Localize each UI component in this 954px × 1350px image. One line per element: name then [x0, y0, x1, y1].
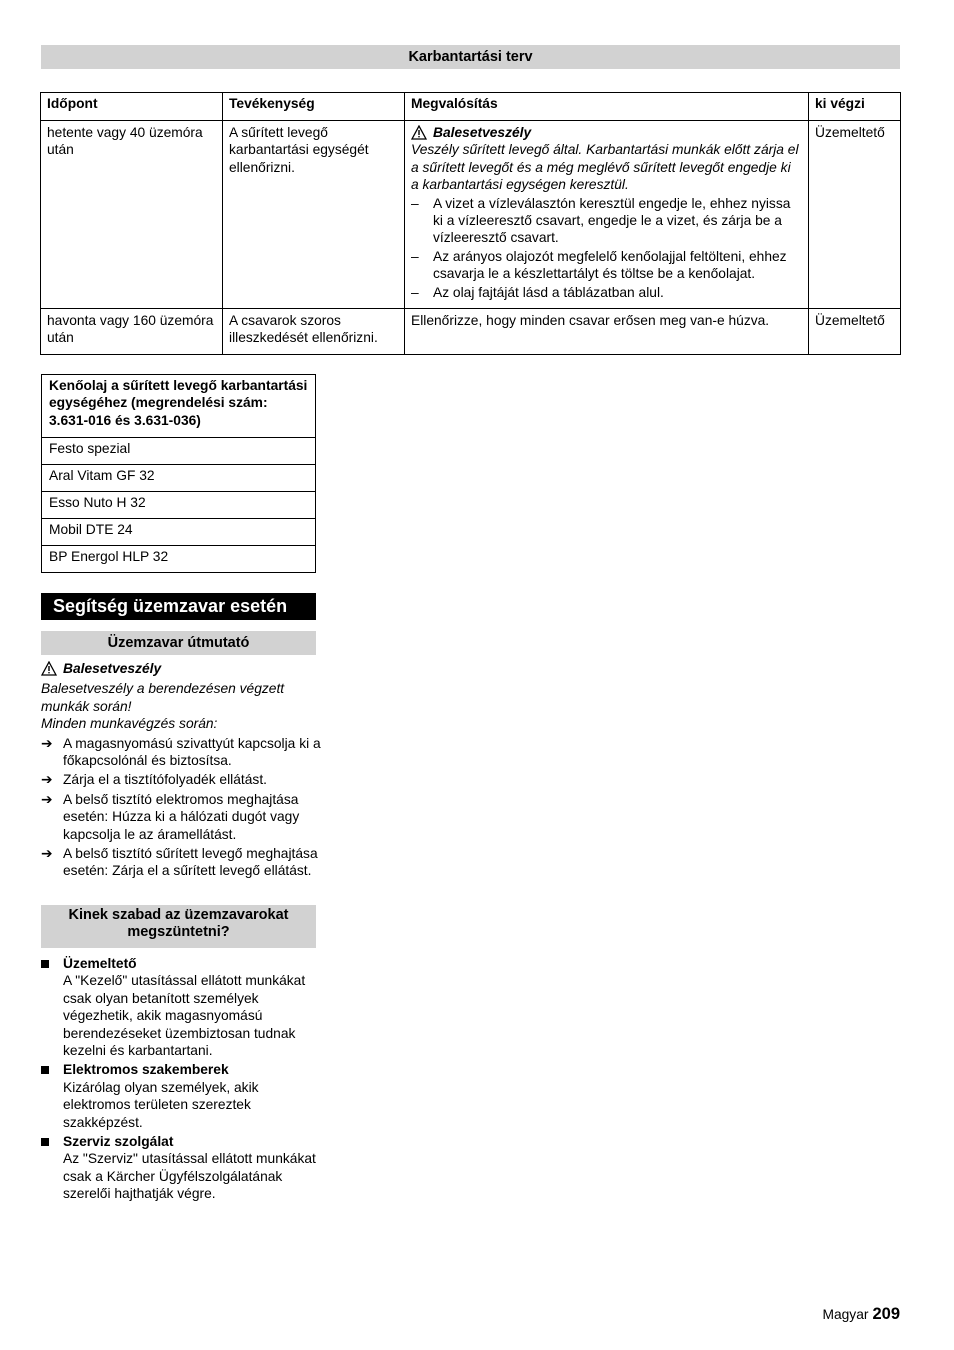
list-item: – Az arányos olajozót megfelelő kenőolajjal feltölteni, ehhez csavarja le a készlettartályt és töltse be a kenőolajat. [411, 248, 802, 283]
lubricant-oil-table [41, 374, 316, 573]
table-row: Esso Nuto H 32 [42, 492, 316, 519]
list-item [41, 771, 321, 788]
list-item [41, 845, 321, 880]
role-text: A "Kezelő" utasítással ellátott munkákat csak olyan betanított személyek végezhetik, akik magasnyomású berendezéseket üzembiztosan tudnak kezelni és karbantartani. [63, 973, 306, 1059]
list-item [41, 1061, 321, 1131]
warning-triangle-icon [41, 661, 57, 676]
table-row: BP Energol HLP 32 [42, 546, 316, 573]
role-title: Elektromos szakemberek [63, 1062, 229, 1078]
list-item-text: A belső tisztító sűrített levegő meghajtása esetén: Zárja el a sűrített levegő ellátást. [63, 846, 318, 879]
row2-who: Üzemeltető [809, 309, 901, 355]
square-bullet-icon [41, 1066, 49, 1074]
role-title: Üzemeltető [63, 956, 137, 971]
table-header-row [41, 93, 901, 121]
role-text: Az "Szerviz" utasítással ellátott munkákat csak a Kärcher Ügyfélszolgálatának szerelői hajthatják végre. [63, 1151, 316, 1202]
warning-heading [41, 660, 321, 677]
row2-activity: A csavarok szoros illeszkedését ellenőrizni. [223, 309, 405, 355]
page-footer [822, 1306, 900, 1323]
row1-activity: A sűrített levegő karbantartási egységét ellenőrizni. [223, 121, 405, 309]
list-item [41, 1133, 321, 1203]
row1-warning-text: Veszély sűrített levegő által. Karbantartási munkák előtt zárja el a sűrített levegőt és a még meglévő sűrített levegőt engedje ki a karbantartási egységen keresztül. [411, 142, 799, 193]
role-text: Kizárólag olyan személyek, akik elektromos területen szereztek szakképzést. [63, 1079, 259, 1130]
arrow-right-icon: ➔ [41, 772, 53, 788]
warning-line: Minden munkavégzés során: [41, 716, 218, 732]
arrow-right-icon: ➔ [41, 846, 53, 862]
fault-guide-title: Üzemzavar útmutató [41, 631, 316, 655]
row1-steps [411, 195, 802, 301]
maintenance-table [40, 92, 901, 355]
list-item: – A vizet a vízleválasztón keresztül engedje le, ehhez nyissa ki a vízleeresztő csavart, engedje le a vizet, és zárja be a vízleeresztő csavart. [411, 195, 802, 247]
fault-warning-block [41, 660, 321, 880]
square-bullet-icon [41, 1138, 49, 1146]
header-activity: Tevékenység [223, 93, 405, 121]
authorized-personnel-title: Kinek szabad az üzemzavarokat megszüntetni? [41, 905, 316, 948]
role-title: Szerviz szolgálat [63, 1134, 174, 1150]
square-bullet-icon [41, 960, 49, 968]
table-row [41, 309, 901, 355]
arrow-right-icon: ➔ [41, 735, 53, 751]
arrow-right-icon: ➔ [41, 791, 53, 807]
row1-who: Üzemeltető [809, 121, 901, 309]
row1-time: hetente vagy 40 üzemóra után [41, 121, 223, 309]
header-implementation: Megvalósítás [405, 93, 809, 121]
warning-line: Balesetveszély a berendezésen végzett munkák során! [41, 681, 285, 714]
warning-title: Balesetveszély [63, 661, 162, 676]
row2-time: havonta vagy 160 üzemóra után [41, 309, 223, 355]
table-row: Mobil DTE 24 [42, 519, 316, 546]
table-row: Aral Vitam GF 32 [42, 465, 316, 492]
list-item: – Az olaj fajtáját lásd a táblázatban alul. [411, 284, 802, 301]
row1-warning-title: Balesetveszély [433, 125, 532, 140]
section-title: Segítség üzemzavar esetén [41, 593, 316, 620]
list-item-text: Zárja el a tisztítófolyadék ellátást. [63, 772, 267, 788]
header-who: ki végzi [809, 93, 901, 121]
safety-steps [41, 735, 321, 880]
footer-language: Magyar [822, 1307, 869, 1322]
list-item-text: A belső tisztító elektromos meghajtása esetén: Húzza ki a hálózati dugót vagy kapcsolja le az áramellátást. [63, 791, 300, 842]
list-item [41, 955, 321, 1059]
header-time: Időpont [41, 93, 223, 121]
row2-implementation: Ellenőrizze, hogy minden csavar erősen meg van-e húzva. [405, 309, 809, 355]
page-number: 209 [872, 1305, 900, 1323]
oil-table-header: Kenőolaj a sűrített levegő karbantartási egységéhez (megrendelési szám: 3.631-016 és 3.631-036) [42, 375, 316, 438]
row1-warning-heading [411, 124, 802, 141]
table-row: Festo spezial [42, 438, 316, 465]
roles-list [41, 953, 321, 1203]
list-item-text: A magasnyomású szivattyút kapcsolja ki a főkapcsolónál és biztosítsa. [63, 735, 321, 769]
table-row [41, 121, 901, 309]
maintenance-plan-title: Karbantartási terv [41, 45, 900, 69]
list-item [41, 791, 321, 843]
row1-implementation [405, 121, 809, 309]
warning-triangle-icon [411, 125, 427, 140]
list-item [41, 735, 321, 770]
